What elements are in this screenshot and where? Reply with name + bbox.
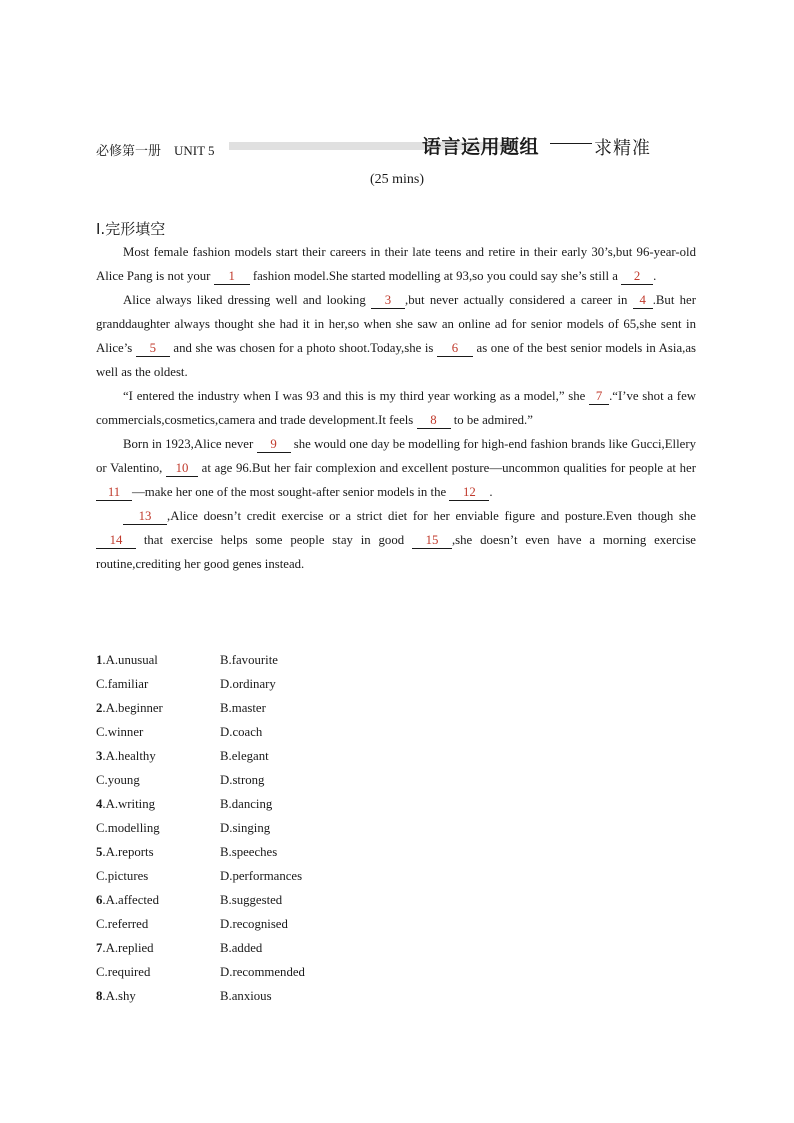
blank-2[interactable]: 2 <box>621 269 653 285</box>
blank-1[interactable]: 1 <box>214 269 250 285</box>
question-1-row-cd <box>96 672 496 696</box>
header-title: 语言运用题组 <box>422 136 540 158</box>
question-2-option-c[interactable]: C.winner <box>96 725 144 739</box>
blank-5[interactable]: 5 <box>136 341 170 357</box>
question-8-option-b[interactable]: B.anxious <box>220 989 272 1003</box>
question-5-option-a[interactable]: 5.A.reports <box>96 845 154 859</box>
question-3-option-d[interactable]: D.strong <box>220 773 265 787</box>
question-6-row-ab <box>96 888 496 912</box>
header-book-unit: 必修第一册 UNIT 5 <box>96 143 215 158</box>
question-8-row-ab <box>96 984 496 1008</box>
question-3-row-cd <box>96 768 496 792</box>
blank-13[interactable]: 13 <box>123 509 167 525</box>
question-2-option-b[interactable]: B.master <box>220 701 266 715</box>
paragraph-1: Most female fashion models start their careers in their late teens and retire in their early 30’s,but 96-year-old Alice Pang is not your 1 fashion model.She started modelling at 93,so you could say she’s still a 2 . <box>96 245 696 283</box>
question-7-row-ab <box>96 936 496 960</box>
question-2-row-ab <box>96 696 496 720</box>
paragraph-5: 13 ,Alice doesn’t credit exercise or a strict diet for her enviable figure and posture.Even though she 14 that exercise helps some people stay in good 15 ,she doesn’t even have a morning exercise routine,crediting her good genes instead. <box>96 509 696 571</box>
question-5-option-b[interactable]: B.speeches <box>220 845 278 859</box>
question-4-option-d[interactable]: D.singing <box>220 821 271 835</box>
question-7-option-b[interactable]: B.added <box>220 941 263 955</box>
blank-3[interactable]: 3 <box>371 293 405 309</box>
header-subtitle: 求精准 <box>594 138 651 159</box>
question-7-option-d[interactable]: D.recommended <box>220 965 305 979</box>
question-3-option-b[interactable]: B.elegant <box>220 749 269 763</box>
question-5-option-d[interactable]: D.performances <box>220 869 303 883</box>
cloze-passage <box>96 240 696 576</box>
question-3-option-a[interactable]: 3.A.healthy <box>96 749 156 763</box>
question-4-option-a[interactable]: 4.A.writing <box>96 797 156 811</box>
question-8-option-a[interactable]: 8.A.shy <box>96 989 136 1003</box>
header-dash <box>550 143 592 144</box>
question-4-option-c[interactable]: C.modelling <box>96 821 160 835</box>
paragraph-4: Born in 1923,Alice never 9 she would one day be modelling for high-end fashion brands like Gucci,Ellery or Valentino, 10 at age 96.But her fair complexion and excellent posture—uncommon qualities for people at her 11 —make her one of the most sought-after senior models in the 12 . <box>96 437 696 499</box>
blank-8[interactable]: 8 <box>417 413 451 429</box>
question-1-option-d[interactable]: D.ordinary <box>220 677 276 691</box>
blank-4[interactable]: 4 <box>633 293 653 309</box>
time-limit: (25 mins) <box>369 172 425 187</box>
question-7-option-a[interactable]: 7.A.replied <box>96 941 154 955</box>
blank-11[interactable]: 11 <box>96 485 132 501</box>
question-1-option-b[interactable]: B.favourite <box>220 653 278 667</box>
question-6-option-a[interactable]: 6.A.affected <box>96 893 160 907</box>
question-4-row-cd <box>96 816 496 840</box>
question-5-row-cd <box>96 864 496 888</box>
question-4-option-b[interactable]: B.dancing <box>220 797 273 811</box>
question-6-row-cd <box>96 912 496 936</box>
paragraph-3: “I entered the industry when I was 93 and this is my third year working as a model,” she 7 .“I’ve shot a few commercials,cosmetics,camera and trade development.It feels 8 to be admired.” <box>96 389 696 427</box>
question-2-option-d[interactable]: D.coach <box>220 725 263 739</box>
question-7-option-c[interactable]: C.required <box>96 965 151 979</box>
blank-14[interactable]: 14 <box>96 533 136 549</box>
question-1-row-ab <box>96 648 496 672</box>
question-6-option-c[interactable]: C.referred <box>96 917 149 931</box>
page-header <box>96 130 696 160</box>
question-5-option-c[interactable]: C.pictures <box>96 869 149 883</box>
question-7-row-cd <box>96 960 496 984</box>
question-3-option-c[interactable]: C.young <box>96 773 140 787</box>
question-6-option-b[interactable]: B.suggested <box>220 893 283 907</box>
blank-7[interactable]: 7 <box>589 389 609 405</box>
blank-6[interactable]: 6 <box>437 341 473 357</box>
blank-9[interactable]: 9 <box>257 437 291 453</box>
question-1-option-c[interactable]: C.familiar <box>96 677 149 691</box>
question-2-row-cd <box>96 720 496 744</box>
blank-15[interactable]: 15 <box>412 533 452 549</box>
question-5-row-ab <box>96 840 496 864</box>
question-6-option-d[interactable]: D.recognised <box>220 917 288 931</box>
paragraph-2: Alice always liked dressing well and looking 3 ,but never actually considered a career in 4 .But her granddaughter always thought she had it in her,so when she saw an online ad for senior models of 65,she sent in Alice’s 5 and she was chosen for a photo shoot.Today,she is 6 as one of the best senior models in Asia,as well as the oldest. <box>96 293 696 379</box>
section-heading: Ⅰ.完形填空 <box>96 220 166 238</box>
question-2-option-a[interactable]: 2.A.beginner <box>96 701 163 715</box>
question-4-row-ab <box>96 792 496 816</box>
blank-12[interactable]: 12 <box>449 485 489 501</box>
question-1-option-a[interactable]: 1.A.unusual <box>96 653 158 667</box>
answer-options <box>96 648 496 1008</box>
blank-10[interactable]: 10 <box>166 461 198 477</box>
question-3-row-ab <box>96 744 496 768</box>
